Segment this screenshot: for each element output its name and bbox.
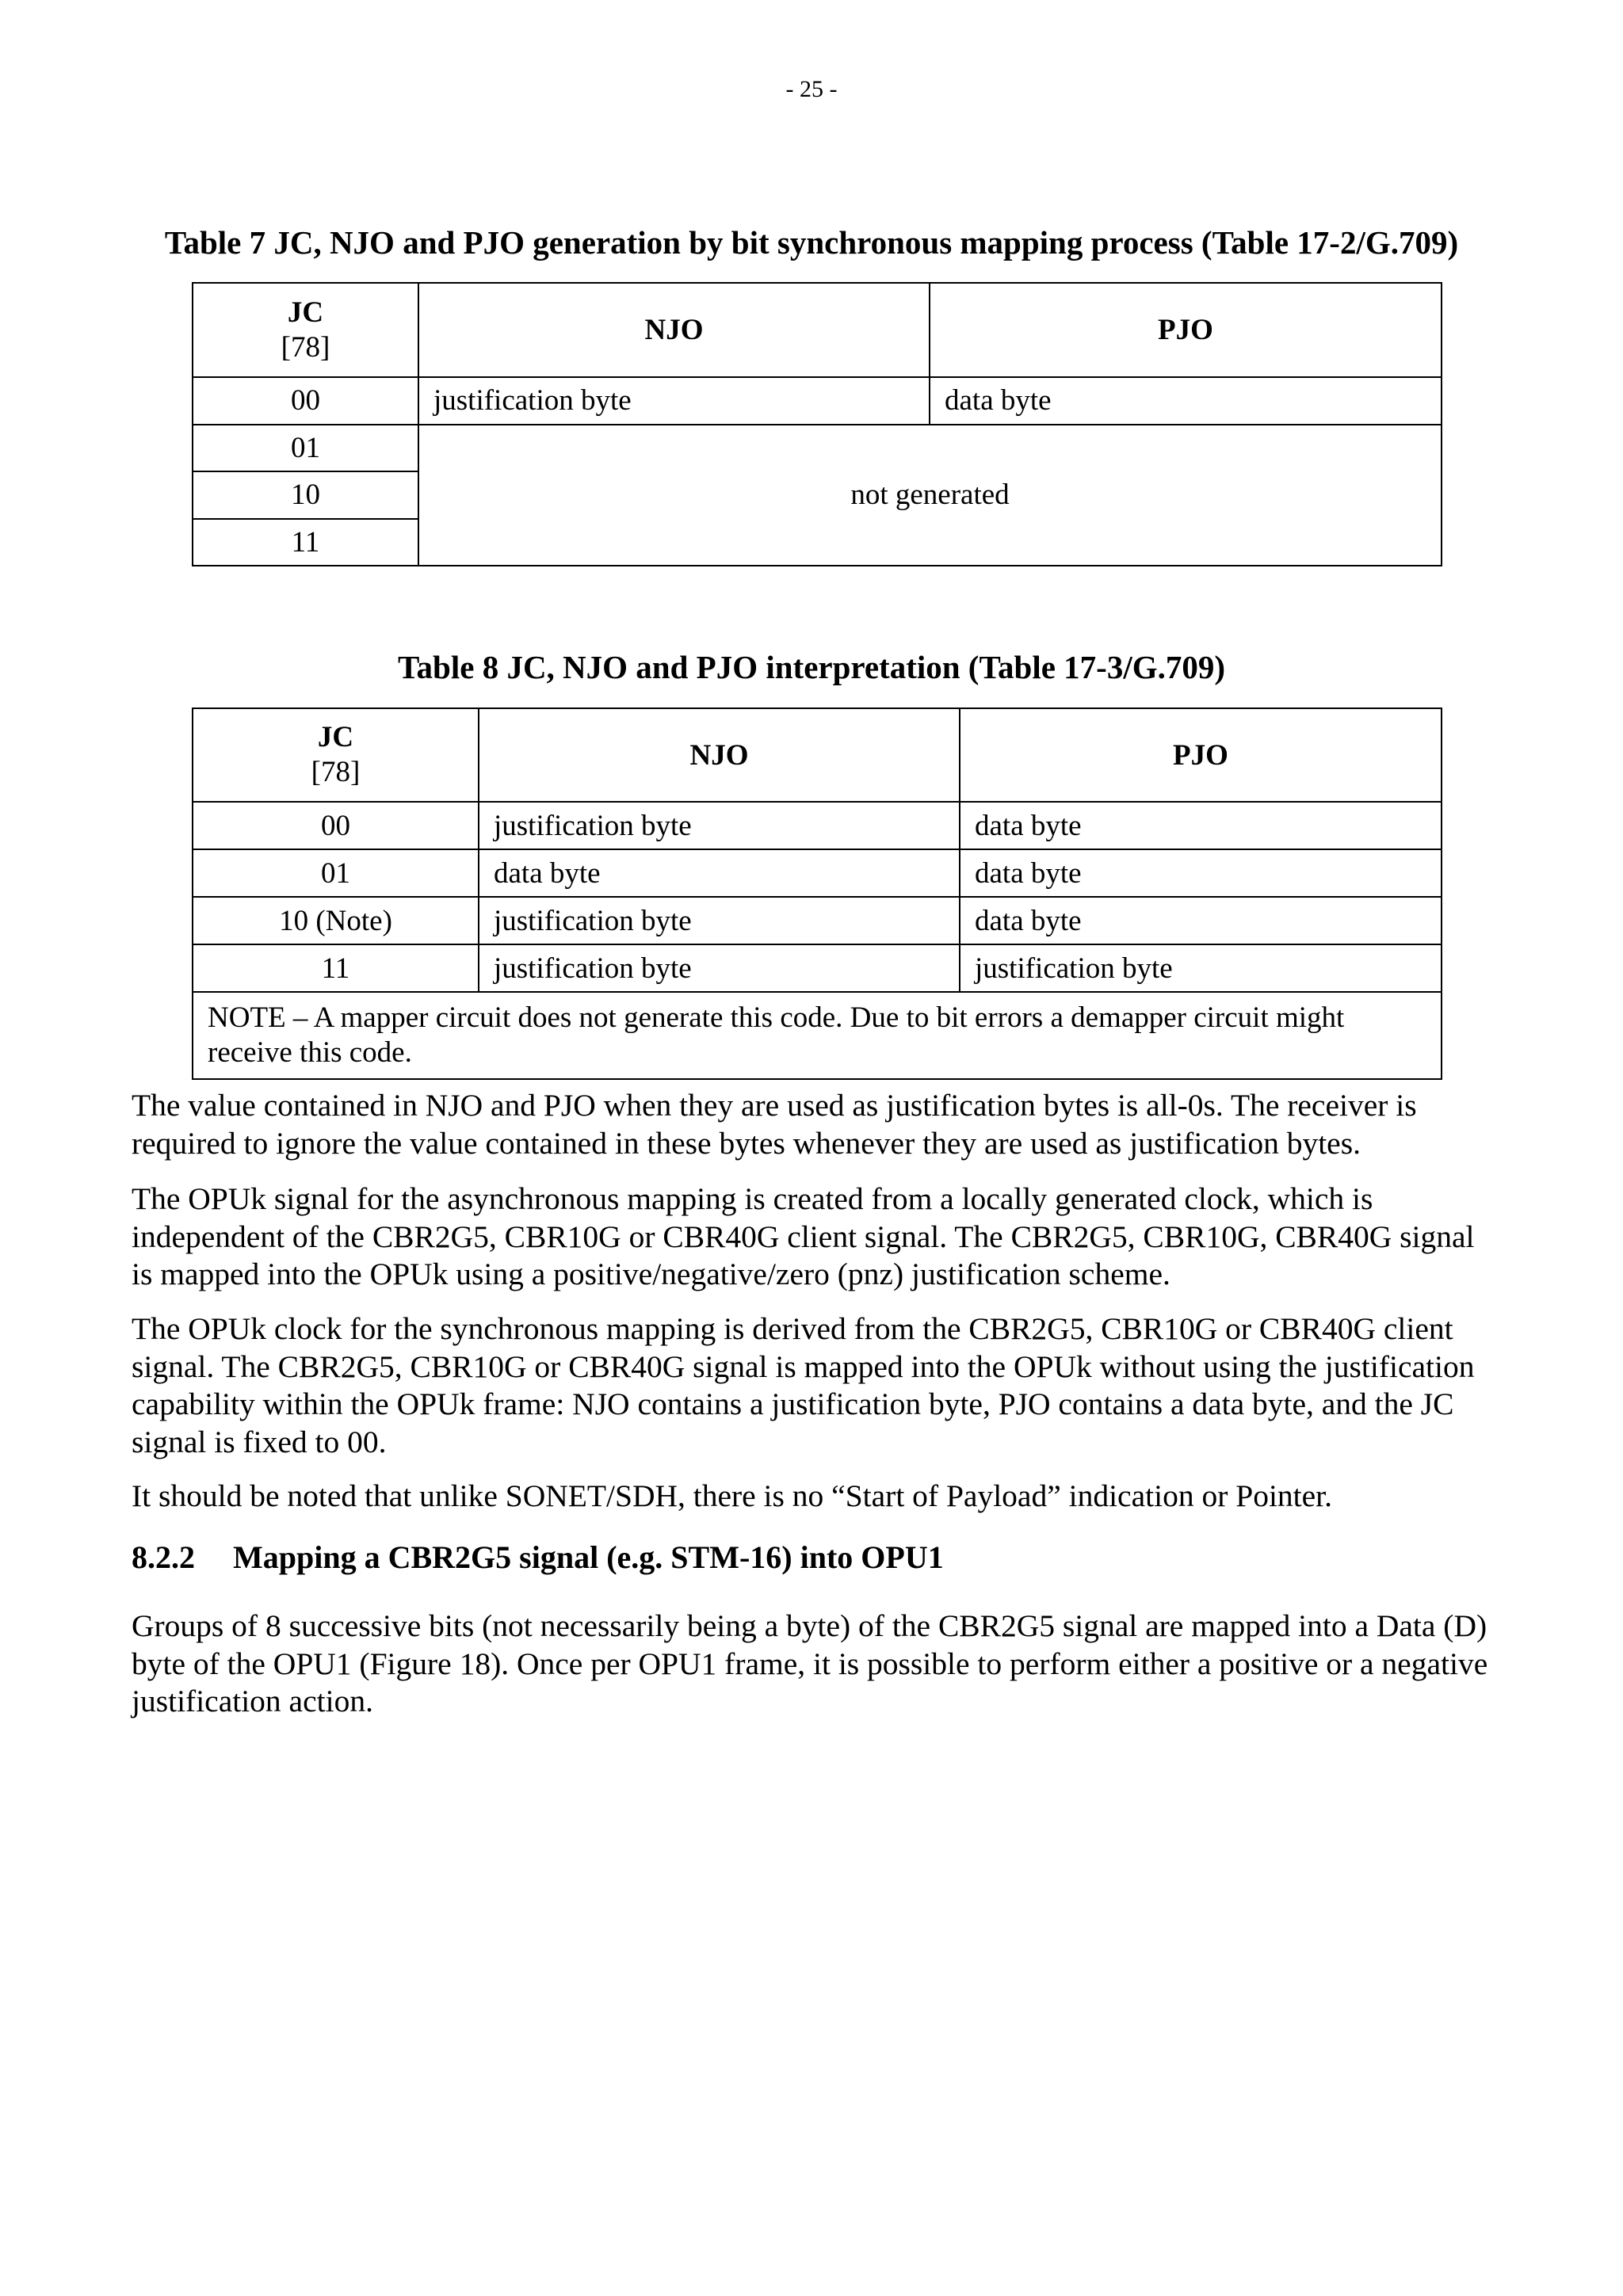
cell-jc: 00 bbox=[193, 802, 479, 849]
table-header-row bbox=[193, 283, 1442, 377]
table-row bbox=[193, 897, 1442, 944]
cell-pjo: data byte bbox=[960, 802, 1442, 849]
table-header-row bbox=[193, 708, 1442, 802]
table-8 bbox=[192, 707, 1442, 1080]
paragraph: The OPUk signal for the asynchronous mapping is created from a locally generated clock, which is independent of the CBR2G5, CBR10G or CBR40G client signal. The CBR2G5, CBR10G, CBR40G signal is mapped into the OPUk using a positive/negative/zero (pnz) justification scheme. bbox=[132, 1181, 1475, 1291]
header-njo: NJO bbox=[479, 708, 960, 802]
paragraph: It should be noted that unlike SONET/SDH, there is no “Start of Payload” indication or Pointer. bbox=[132, 1478, 1333, 1513]
cell-jc: 01 bbox=[193, 849, 479, 897]
header-jc-bits: [78] bbox=[281, 330, 330, 364]
cell-njo: justification byte bbox=[479, 944, 960, 992]
section-number: 8.2.2 bbox=[132, 1539, 195, 1575]
table-note-row bbox=[193, 992, 1442, 1079]
cell-njo: justification byte bbox=[479, 802, 960, 849]
cell-jc: 10 bbox=[193, 471, 418, 519]
cell-jc: 11 bbox=[193, 944, 479, 992]
paragraph: Groups of 8 successive bits (not necessarily being a byte) of the CBR2G5 signal are mapped into a Data (D) byte of the OPU1 (Figure 18). Once per OPU1 frame, it is possible to perform either a positive or a negative justification action. bbox=[132, 1608, 1488, 1718]
cell-njo: justification byte bbox=[479, 897, 960, 944]
header-jc-label: JC bbox=[287, 296, 324, 329]
cell-njo: justification byte bbox=[418, 377, 930, 425]
header-jc-label: JC bbox=[317, 721, 354, 753]
header-jc bbox=[193, 708, 479, 802]
section-title: Mapping a CBR2G5 signal (e.g. STM-16) into OPU1 bbox=[233, 1539, 944, 1575]
cell-pjo: data byte bbox=[930, 377, 1442, 425]
header-njo: NJO bbox=[418, 283, 930, 377]
section-heading bbox=[132, 1539, 944, 1576]
cell-pjo: data byte bbox=[960, 897, 1442, 944]
table-7-caption: Table 7 JC, NJO and PJO generation by bit synchronous mapping process (Table 17-2/G.709) bbox=[164, 224, 1459, 261]
cell-jc: 00 bbox=[193, 377, 418, 425]
table-8-caption: Table 8 JC, NJO and PJO interpretation (Table 17-3/G.709) bbox=[397, 649, 1226, 685]
table-row bbox=[193, 849, 1442, 897]
header-jc bbox=[193, 283, 418, 377]
header-pjo: PJO bbox=[930, 283, 1442, 377]
table-note: NOTE – A mapper circuit does not generate this code. Due to bit errors a demapper circuit might receive this code. bbox=[193, 992, 1442, 1079]
cell-not-generated: not generated bbox=[418, 425, 1442, 566]
cell-pjo: justification byte bbox=[960, 944, 1442, 992]
cell-jc: 11 bbox=[193, 519, 418, 566]
table-row bbox=[193, 944, 1442, 992]
table-row bbox=[193, 377, 1442, 425]
header-jc-bits: [78] bbox=[311, 756, 361, 788]
table-row bbox=[193, 802, 1442, 849]
paragraph: The OPUk clock for the synchronous mapping is derived from the CBR2G5, CBR10G or CBR40G client signal. The CBR2G5, CBR10G or CBR40G signal is mapped into the OPUk without using the justification capability within the OPUk frame: NJO contains a justification byte, PJO contains a data byte, and the JC signal is fixed to 00. bbox=[132, 1311, 1475, 1459]
cell-pjo: data byte bbox=[960, 849, 1442, 897]
header-pjo: PJO bbox=[960, 708, 1442, 802]
cell-jc: 01 bbox=[193, 425, 418, 472]
table-7 bbox=[192, 282, 1442, 566]
paragraph: The value contained in NJO and PJO when they are used as justification bytes is all-0s. The receiver is required to ignore the value contained in these bytes whenever they are used as justification bytes. bbox=[132, 1088, 1417, 1161]
cell-jc: 10 (Note) bbox=[193, 897, 479, 944]
page-number: - 25 - bbox=[785, 76, 838, 102]
cell-njo: data byte bbox=[479, 849, 960, 897]
table-row bbox=[193, 425, 1442, 472]
